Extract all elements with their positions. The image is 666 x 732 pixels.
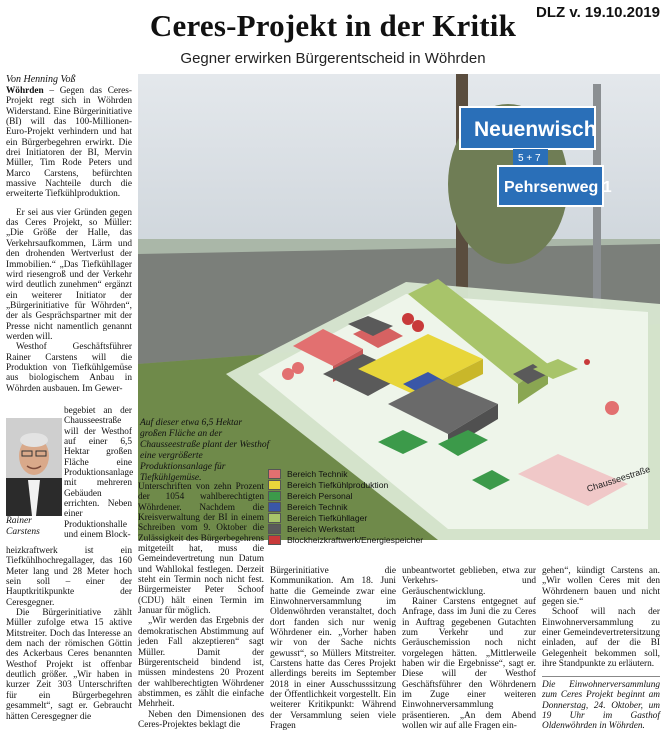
article-column-1-narrow — [64, 406, 132, 546]
paragraph: Westhof Geschäftsführer Rainer Carstens will die Produktion von Tiefkühlgemüse aus biologischem Anbau in Wöhrden ausbauen. Im Gewer- — [6, 342, 132, 394]
legend-item — [268, 468, 423, 479]
article-column-5 — [542, 566, 660, 672]
paragraph: gehen“, kündigt Carstens an. „Wir wollen Ceres mit den Wöhrdenern bauen und nicht gegen sie.“ — [542, 566, 660, 608]
legend-item — [268, 479, 423, 490]
legend-swatch — [268, 480, 281, 490]
article-column-1-bottom — [6, 546, 132, 726]
subtitle: Gegner erwirken Bürgerentscheid in Wöhrden — [180, 50, 486, 67]
paragraph: Neben den Dimensionen des Ceres-Projektes beklagt die — [138, 709, 264, 730]
legend-label: Bereich Tiefkühllager — [287, 512, 368, 523]
legend-swatch — [268, 524, 281, 534]
legend-item — [268, 512, 423, 523]
legend-swatch — [268, 535, 281, 545]
legend-label: Bereich Technik — [287, 468, 348, 479]
article-column-2 — [138, 482, 264, 730]
legend-item — [268, 534, 423, 545]
paragraph: unbeantwortet geblieben, etwa zur Verkehrs- und Geräuschentwicklung. — [402, 566, 536, 597]
sign-neuenwisch: Neuenwisch — [474, 118, 597, 141]
legend-label: Bereich Werkstatt — [287, 523, 355, 534]
paragraph: Die Bürgerinitiative zählt Müller zufolge etwa 15 aktive Mitstreiter. Doch das Interesse an dem nach der römischen Göttin des Ackerbaus Ceres benannten Westhof Projekt ist offenbar deutlich größer. „Wir haben in kurzer Zeit 303 Unterschriften für ein Bürgerbegehren gesammelt“, sagt er. Gebraucht hätten Ceresgegner die — [6, 608, 132, 722]
legend — [268, 468, 423, 545]
paragraph: Er sei aus vier Gründen gegen das Ceres Projekt, so Müller: „Die Größe der Halle, das Verkehrsaufkommen, Lärm und den drohenden Wertverlust der Immobilien.“ „Das Tiefkühllager wird riesengroß und der Verkehr wird deutlich zunehmen“ ergänzt ein weiterer Initiator der „Bürgerinitiative für Wöhrden“, der als Gesprächspartner mit der Presse nicht namentlich genannt werden will. — [6, 207, 132, 342]
paragraph: Bürgerinitiative die Kommunikation. Am 18. Juni hatte die Gemeinde zwar eine Einwohnerversammlung im Oldenwöhrden veranstaltet, doch dort fanden sich nur wenig Wöhrdener ein. „Vorher haben wir von der Sache nichts gewusst“, so Müllers Mitstreiter. Carstens hatte das Ceres Projekt allerdings bereits im September 2018 in einer Ausschusssitzung der Öffentlichkeit vorgestellt. Ein weiterer Kritikpunkt: Während der Versammlung seien viele Fragen — [270, 566, 396, 732]
sign-pehrsenweg: Pehrsenweg 1 — [504, 179, 612, 196]
legend-swatch — [268, 469, 281, 479]
legend-label: Bereich Personal — [287, 490, 353, 501]
legend-swatch — [268, 491, 281, 501]
lead-paragraph — [6, 86, 132, 200]
paragraph: Rainer Carstens entgegnet auf Anfrage, dass im Juni die zu Ceres in Auftrag gegebenen Gutachten zum Verkehr und zur Geräuschemission noch nicht vorgelegen hätten. „Mittlerweile haben wir die Ergebnisse“, sagt er. Diese will der Westhof Geschäftsführer den Wöhrdenern im Zuge einer weiteren Einwohnerversammlung präsentieren. „An dem Abend wollen wir auf alle Fragen ein- — [402, 597, 536, 732]
source-note: DLZ v. 19.10.2019 — [536, 4, 660, 21]
paragraph: Unterschriften von zehn Prozent der 1054 wahlberechtigten Wöhrdener. Nachdem die Kreisverwaltung der BI in einem Schreiben vom 9. Oktober die Zulässigkeit des Bürgerbegehrens mitgeteilt hat, muss die Gemeindevertretung nun Datum und Wahllokal festlegen. Derzeit steht ein Termin noch nicht fest. Bürgermeister Peter Schoof (CDU) hält einen Termin im Januar für möglich. — [138, 482, 264, 617]
paragraph: heizkraftwerk ist ein Tiefkühlhochregallager, das 160 Meter lang und 28 Meter hoch sein soll – einer der Hauptkritikpunkte der Ceresgegner. — [6, 546, 132, 608]
article-column-1 — [6, 86, 132, 416]
figure-caption: Auf dieser etwa 6,5 Hektar großen Fläche an der Chausseestraße plant der Westhof eine vergrößerte Produktionsanlage für Tiefkühlgemüse. — [140, 418, 270, 483]
portrait-caption: Rainer Carstens — [6, 516, 40, 537]
legend-swatch — [268, 513, 281, 523]
portrait-photo — [6, 418, 62, 516]
article-column-3 — [270, 566, 396, 732]
page-title: Ceres-Projekt in der Kritik — [149, 8, 517, 43]
sign-numbers: 5 + 7 — [518, 153, 541, 164]
lead-place: Wöhrden — [6, 86, 44, 96]
paragraph: begebiet an der Chausseestraße will der Westhof auf einer 6,5 Hektar großen Fläche eine Produktionsanlage mit mehreren Gebäuden errichten. Neben einer Produktionshalle und einem Block- — [64, 406, 134, 541]
paragraph: „Wir werden das Ergebnis der demokratischen Abstimmung auf jeden Fall akzeptieren“ sagt Müller. Damit der Bürgerentscheid bindend ist, müssen mindestens 20 Prozent der wahlberechtigten Wöhrdener abstimmen, es zählt die einfache Mehrheit. — [138, 616, 264, 710]
article-column-4 — [402, 566, 536, 732]
legend-item — [268, 523, 423, 534]
legend-item — [268, 490, 423, 501]
legend-swatch — [268, 502, 281, 512]
street-label: Chausseestraße — [585, 463, 652, 494]
legend-label: Bereich Tiefkühlproduktion — [287, 479, 389, 490]
byline: Von Henning Voß — [6, 74, 76, 85]
legend-label: Blockheizkraftwerk/Energiespeicher — [287, 534, 424, 545]
event-note: Die Einwohnerversammlung zum Ceres Projekt beginnt am Donnerstag, 24. Oktober, um 19 Uhr im Gasthof Oldenwöhrden in Wöhrden. — [542, 676, 660, 732]
legend-item — [268, 501, 423, 512]
lead-text: – Gegen das Ceres-Projekt regt sich in Wöhrden Widerstand. Eine Bürgerinitiative (BI) will das 100-Millionen-Euro-Projekt verhindern und hat ein Bürgerbegehren erwirkt. Die drei Initiatoren der BI, Mervin Müller, Tim Rode Peters und Marco Carstens, befürchten massive Nachteile durch die erweiterte Tiefkühlproduktion. — [6, 86, 132, 200]
paragraph: Schoof will nach der Einwohnerversammlung zu einer Gemeindevertretersitzung einladen, auf der die BI Gelegenheit bekommen soll, ihre Standpunkte zu erläutern. — [542, 607, 660, 670]
legend-label: Bereich Technik — [287, 501, 348, 512]
